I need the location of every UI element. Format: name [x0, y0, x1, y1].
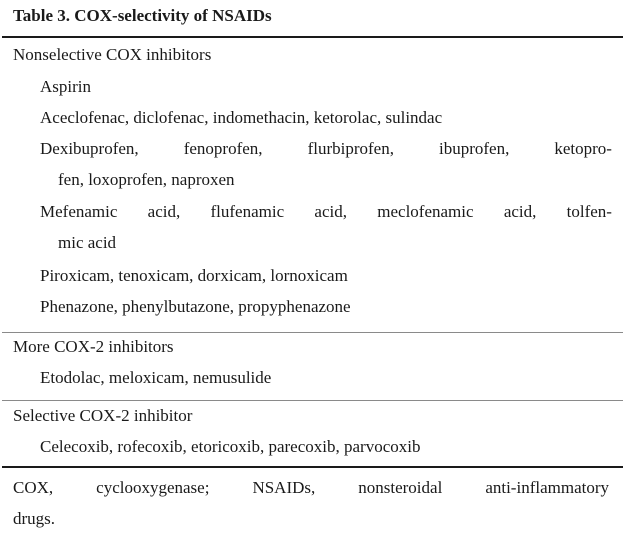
list-item-aspirin: Aspirin: [40, 77, 91, 96]
bottom-rule: [2, 466, 623, 468]
row-separator: [2, 332, 623, 333]
list-item-dexibuprofen-line2: fen, loxoprofen, naproxen: [58, 170, 235, 189]
table-title: Table 3. COX-selectivity of NSAIDs: [13, 6, 272, 25]
table-footnote-line1: COX, cyclooxygenase; NSAIDs, nonsteroidal anti-inflammatory: [13, 478, 609, 497]
list-item-mefenamic-line2: mic acid: [58, 233, 117, 252]
list-item-aceclofenac: Aceclofenac, diclofenac, indomethacin, ketorolac, sulindac: [40, 108, 443, 127]
list-item-mefenamic-line1: Mefenamic acid, flufenamic acid, meclofenamic acid, tolfen-: [40, 202, 612, 221]
list-item-piroxicam: Piroxicam, tenoxicam, dorxicam, lornoxicam: [40, 266, 348, 285]
top-rule: [2, 36, 623, 38]
list-item-phenazone: Phenazone, phenylbutazone, propyphenazone: [40, 297, 351, 316]
category-nonselective: Nonselective COX inhibitors: [13, 45, 212, 64]
row-separator: [2, 400, 623, 401]
category-selective-cox2: Selective COX-2 inhibitor: [13, 406, 193, 425]
table-footnote-line2: drugs.: [13, 509, 56, 528]
list-item-celecoxib: Celecoxib, rofecoxib, etoricoxib, parecoxib, parvocoxib: [40, 437, 421, 456]
list-item-etodolac: Etodolac, meloxicam, nemusulide: [40, 368, 272, 387]
category-more-cox2: More COX-2 inhibitors: [13, 337, 174, 356]
list-item-dexibuprofen-line1: Dexibuprofen, fenoprofen, flurbiprofen, ibuprofen, ketopro-: [40, 139, 612, 158]
